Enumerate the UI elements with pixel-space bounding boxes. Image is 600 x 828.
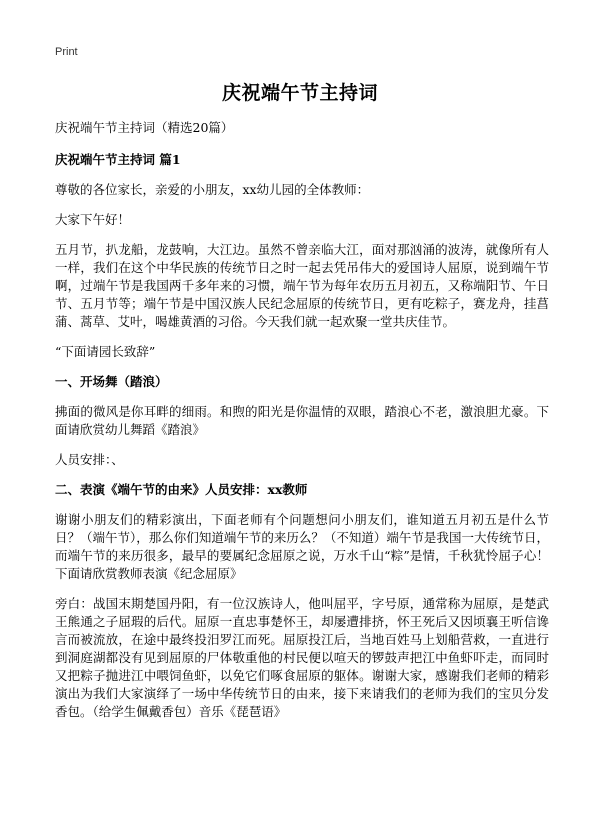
document-body [55, 119, 549, 733]
greeting-paragraph: 尊敬的各位家长，亲爱的小朋友，xx幼儿园的全体教师： [55, 182, 370, 197]
print-link[interactable]: Print [55, 46, 78, 58]
narration-paragraph: 旁白：战国末期楚国丹阳，有一位汉族诗人，他叫屈平，字号原，通常称为屈原，是楚武王熊通之子屈瑕的后代。屈原一直忠事楚怀王，却屡遭排挤，怀王死后又因顷襄王听信谗言而被流放，在途中最终投汨罗江而死。屈原投江后，当地百姓马上划船营救，一直进行到洞庭湖都没有见到屈原的尸体敬重他的村民便以喧天的锣鼓声把江中鱼虾吓走，而同时又把粽子抛进江中喂饲鱼虾，以免它们啄食屈原的躯体。谢谢大家，感谢我们老师的精彩演出为我们大家演绎了一场中华传统节日的由来，接下来请我们的老师为我们的宝贝分发香包。（给学生佩戴香包）音乐《琵琶语》 [55, 596, 549, 719]
intro-paragraph: 五月节，扒龙船，龙鼓响，大江边。虽然不曾亲临大江，面对那汹涌的波涛，就像所有人一样，我们在这个中华民族的传统节日之时一起去凭吊伟大的爱国诗人屈原，说到端午节啊，过端午节是我国两千多年来的习惯，端午节为每年农历五月初五，又称端阳节、午日节、五月节等；端午节是中国汉族人民纪念屈原的传统节日，更有吃粽子，赛龙舟，挂菖蒲、蒿草、艾叶，喝雄黄酒的习俗。今天我们就一起欢聚一堂共庆佳节。 [55, 242, 549, 329]
program-1-paragraph: 拂面的微风是你耳畔的细雨。和煦的阳光是你温情的双眼，踏浪心不老，激浪胆尤豪。下面请欣赏幼儿舞蹈《踏浪》 [55, 404, 549, 437]
program-2-paragraph: 谢谢小朋友们的精彩演出，下面老师有个问题想问小朋友们，谁知道五月初五是什么节日？（端午节），那么你们知道端午节的来历么？（不知道）端午节是我国一大传统节日，而端午节的来历很多，最早的要属纪念屈原之说，万水千山“粽”是情，千秋犹怜屈子心！下面请欣赏教师表演《纪念屈原》 [55, 512, 549, 581]
section-heading: 庆祝端午节主持词 篇1 [55, 152, 181, 167]
page-title: 庆祝端午节主持词 [221, 82, 378, 104]
program-1-staff: 人员安排：、 [55, 452, 124, 467]
document-subtitle: 庆祝端午节主持词（精选20篇） [55, 120, 234, 135]
program-heading-1: 一、开场舞（踏浪） [55, 374, 168, 389]
salutation-paragraph: 大家下午好！ [55, 212, 131, 227]
program-heading-2: 二、表演《端午节的由来》人员安排：xx教师 [55, 482, 308, 497]
speech-invite-paragraph: “下面请园长致辞” [55, 344, 156, 359]
